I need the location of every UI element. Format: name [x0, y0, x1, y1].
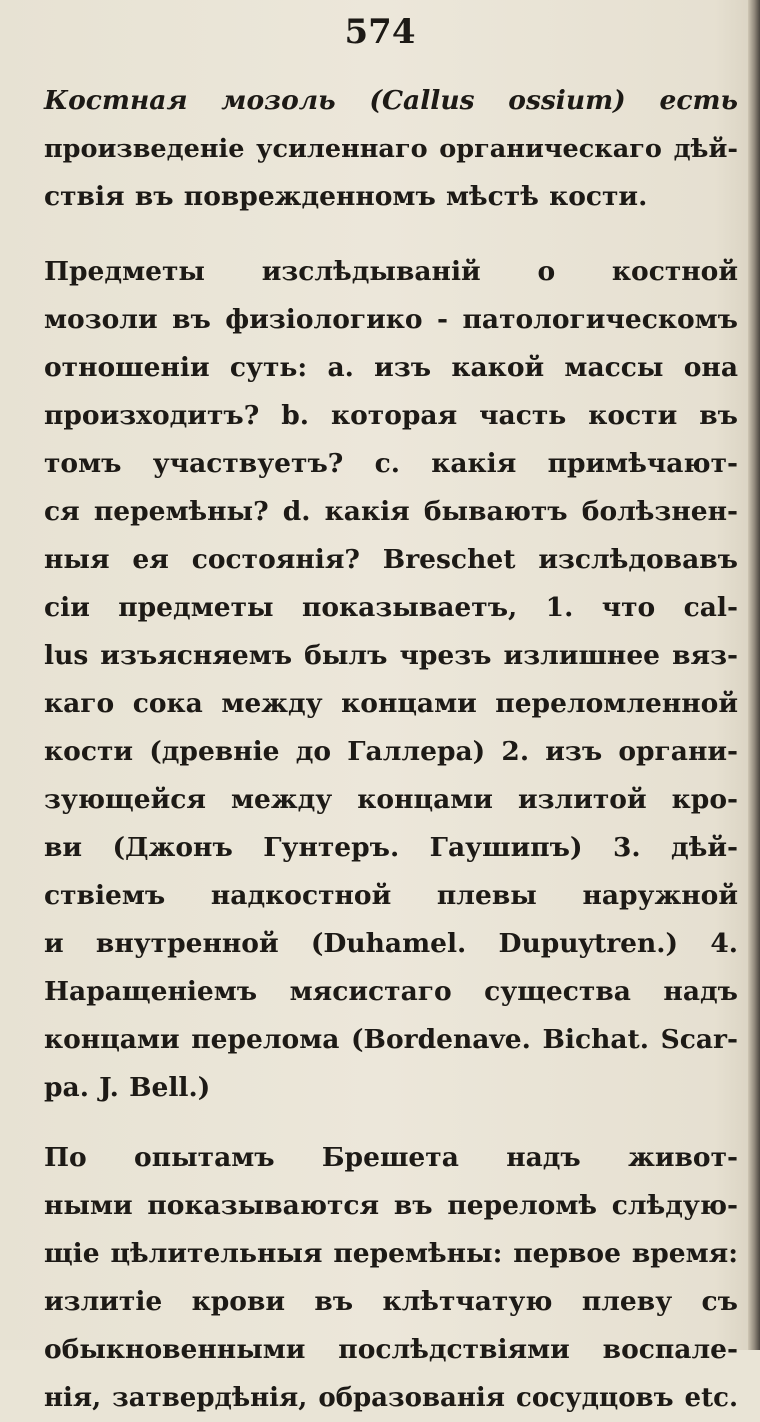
- page-number: 574: [344, 12, 416, 52]
- text-line: Наращенiемъ мясистаго существа надъ: [44, 976, 738, 1007]
- paragraph-gap: [44, 221, 738, 248]
- text-line: ви (Джонъ Гунтеръ. Гаушипъ) 3. дѣй-: [44, 832, 738, 863]
- text-line: Костная мозоль (Callus ossium) есть: [44, 85, 738, 116]
- paragraph-gap: [44, 1112, 738, 1134]
- text-line: ныя ея состоянiя? Breschet изслѣдовавъ: [44, 544, 738, 575]
- text-line: Предметы изслѣдыванiй о костной: [44, 256, 738, 287]
- text-line: и внутренной (Duhamel. Dupuytren.) 4.: [44, 928, 738, 959]
- paragraph-callus-definition: [44, 77, 738, 221]
- text-line: отношенiи суть: a. изъ какой массы она: [44, 352, 738, 383]
- text-line: ствiемъ надкостной плевы наружной: [44, 880, 738, 911]
- text-line: зующейся между концами излитой кро-: [44, 784, 738, 815]
- text-line: По опытамъ Брешета надъ живот-: [44, 1142, 738, 1173]
- text-line: концами перелома (Bordenave. Bichat. Scar-: [44, 1024, 738, 1055]
- text-line: каго сока между концами переломленной: [44, 688, 738, 719]
- text-line: мозоли въ физiологико - патологическомъ: [44, 304, 738, 335]
- text-line: ся перемѣны? d. какiя бываютъ болѣзнен-: [44, 496, 738, 527]
- text-line: ными показываются въ переломѣ слѣдую-: [44, 1190, 738, 1221]
- paragraph-research-subjects: [44, 248, 738, 1112]
- text-line: кости (древнiе до Галлера) 2. изъ органи-: [44, 736, 738, 767]
- page-spine-shadow: [748, 0, 760, 1350]
- text-line: обыкновенными послѣдствiями воспале-: [44, 1334, 738, 1365]
- text-line: произходитъ? b. которая часть кости въ: [44, 400, 738, 431]
- text-line: томъ участвуетъ? c. какiя примѣчают-: [44, 448, 738, 479]
- paragraph-breschet-experiments: [44, 1134, 738, 1422]
- text-line: нiя, затвердѣнiя, образованiя сосудцовъ etc.: [44, 1383, 738, 1413]
- text-line: излитiе крови въ клѣтчатую плеву съ: [44, 1286, 738, 1317]
- page-text: [44, 77, 738, 1422]
- text-line: произведеніе усиленнаго органическаго дѣй-: [44, 134, 738, 164]
- text-line: pa. J. Bell.): [44, 1072, 211, 1103]
- text-line: ствія въ поврежденномъ мѣстѣ кости.: [44, 181, 648, 212]
- text-line: lus изъясняемъ былъ чрезъ излишнее вяз-: [44, 640, 738, 671]
- text-line: сiи предметы показываетъ, 1. что cal-: [44, 592, 738, 623]
- text-line: щiе цѣлительныя перемѣны: первое время:: [44, 1238, 738, 1269]
